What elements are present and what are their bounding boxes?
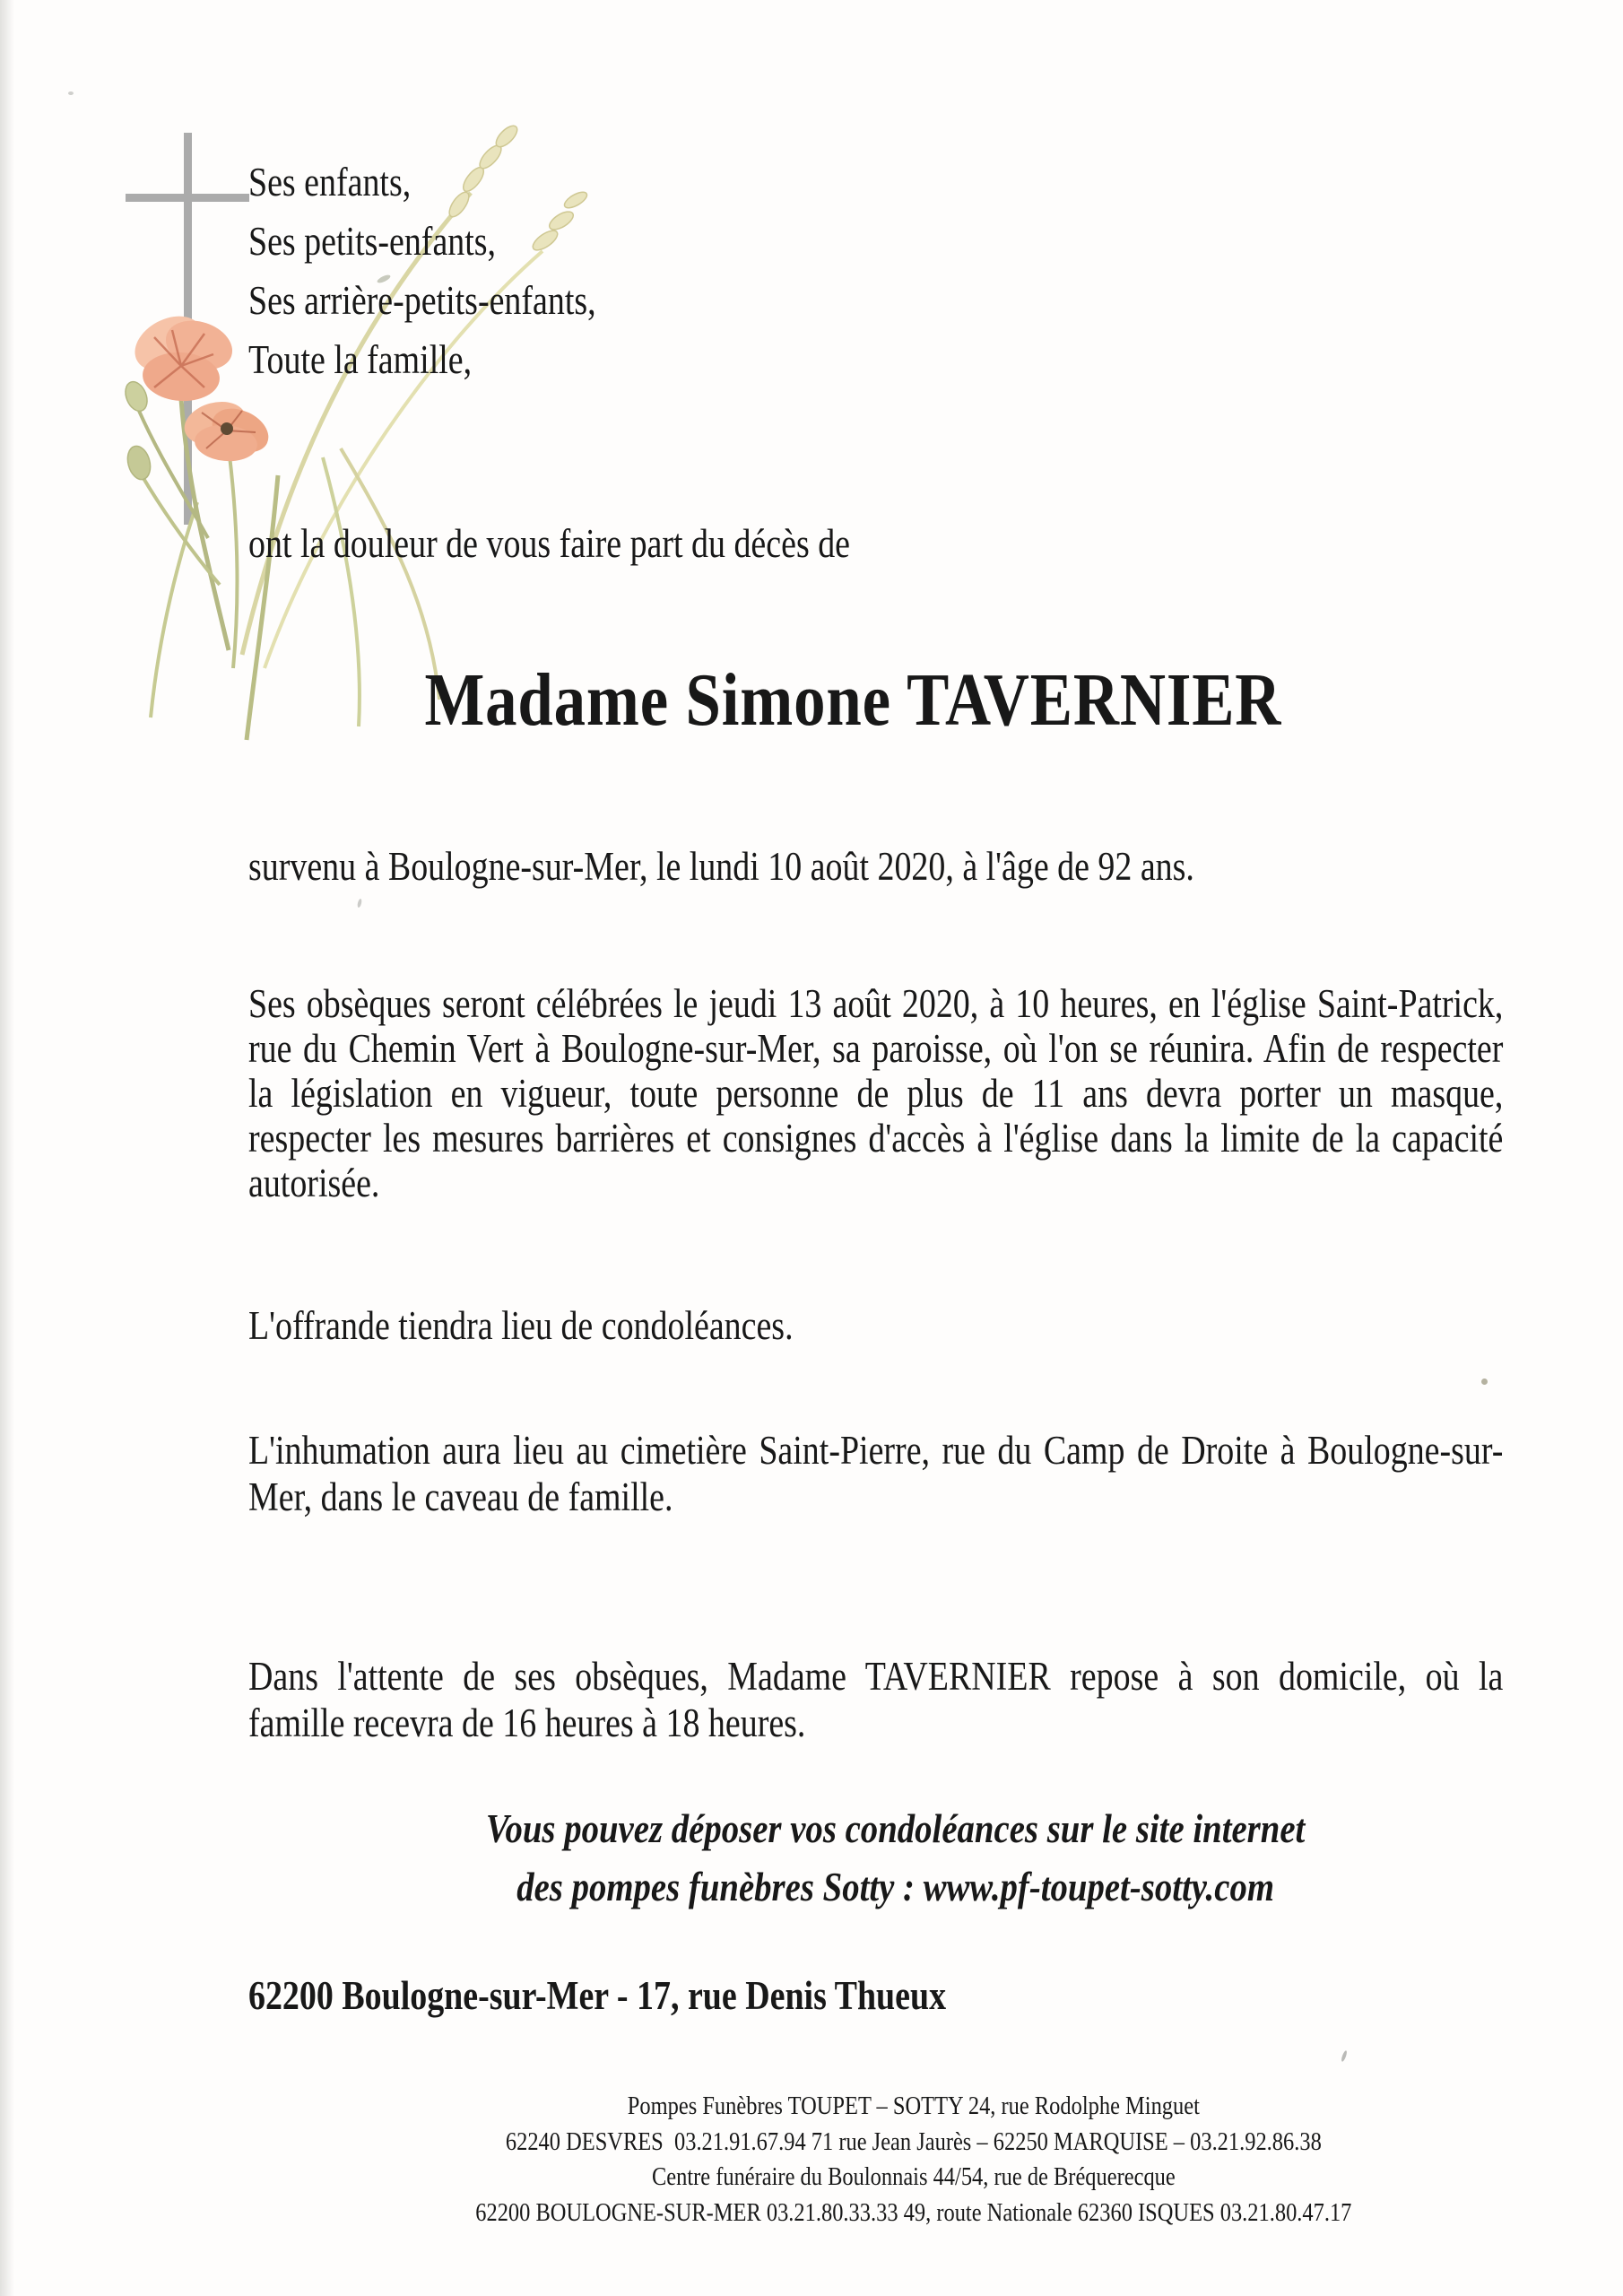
offering-line: L'offrande tiendra lieu de condoléances. (248, 1303, 794, 1348)
ceremony-line: Ses obsèques seront célébrées le jeudi 13 août 2020, à 10 heures, en l'église Saint-Patrick, (248, 981, 1504, 1026)
online-condolences-note (268, 1799, 1523, 1916)
family-line: Ses enfants, (248, 160, 412, 204)
deceased-name-title: Madame Simone TAVERNIER (424, 658, 1282, 742)
family-line: Ses arrière-petits-enfants, (248, 278, 596, 323)
family-lines (248, 152, 1503, 389)
scan-speck (68, 91, 74, 95)
footer-line: Pompes Funèbres TOUPET – SOTTY 24, rue Rodolphe Minguet (627, 2092, 1200, 2120)
footer-line: Centre funéraire du Boulonnais 44/54, rue de Bréquerecque (651, 2162, 1176, 2191)
footer-line: 62240 DESVRES 03.21.91.67.94 71 rue Jean Jaurès – 62250 MARQUISE – 03.21.92.86.38 (505, 2126, 1322, 2156)
vigil-paragraph (248, 1653, 1503, 1746)
burial-line: L'inhumation aura lieu au cimetière Saint-Pierre, rue du Camp de Droite à Boulogne-sur- (248, 1428, 1504, 1473)
burial-line: Mer, dans le caveau de famille. (248, 1474, 673, 1519)
ceremony-line: respecter les mesures barrières et consignes d'accès à l'église dans la limite de la capacité (248, 1116, 1504, 1161)
family-line: Toute la famille, (248, 337, 473, 382)
vigil-line: Dans l'attente de ses obsèques, Madame TAVERNIER repose à son domicile, où la (248, 1654, 1504, 1699)
condolence-line-website: des pompes funèbres Sotty : www.pf-toupet-sotty.com (516, 1864, 1275, 1909)
intro-line: ont la douleur de vous faire part du décès de (248, 521, 851, 566)
ceremony-line: autorisée. (248, 1161, 380, 1205)
condolence-line: Vous pouvez déposer vos condoléances sur le site internet (485, 1805, 1306, 1851)
ceremony-line: rue du Chemin Vert à Boulogne-sur-Mer, sa paroisse, où l'on se réunira. Afin de respecter (248, 1026, 1504, 1071)
text-column (248, 0, 1503, 2296)
death-details-line: survenu à Boulogne-sur-Mer, le lundi 10 août 2020, à l'âge de 92 ans. (248, 844, 1194, 889)
funeral-home-footer (286, 2089, 1541, 2231)
vigil-line: famille recevra de 16 heures à 18 heures. (248, 1700, 806, 1745)
ceremony-line: la législation en vigueur, toute personne de plus de 11 ans devra porter un masque, (248, 1071, 1504, 1116)
home-address-line: 62200 Boulogne-sur-Mer - 17, rue Denis Thueux (248, 1973, 947, 2018)
footer-line: 62200 BOULOGNE-SUR-MER 03.21.80.33.33 49, route Nationale 62360 ISQUES 03.21.80.47.17 (475, 2197, 1352, 2227)
ceremony-paragraph (248, 981, 1503, 1205)
family-line: Ses petits-enfants, (248, 219, 497, 264)
burial-paragraph (248, 1427, 1503, 1520)
scan-edge-shadow (0, 0, 14, 2296)
